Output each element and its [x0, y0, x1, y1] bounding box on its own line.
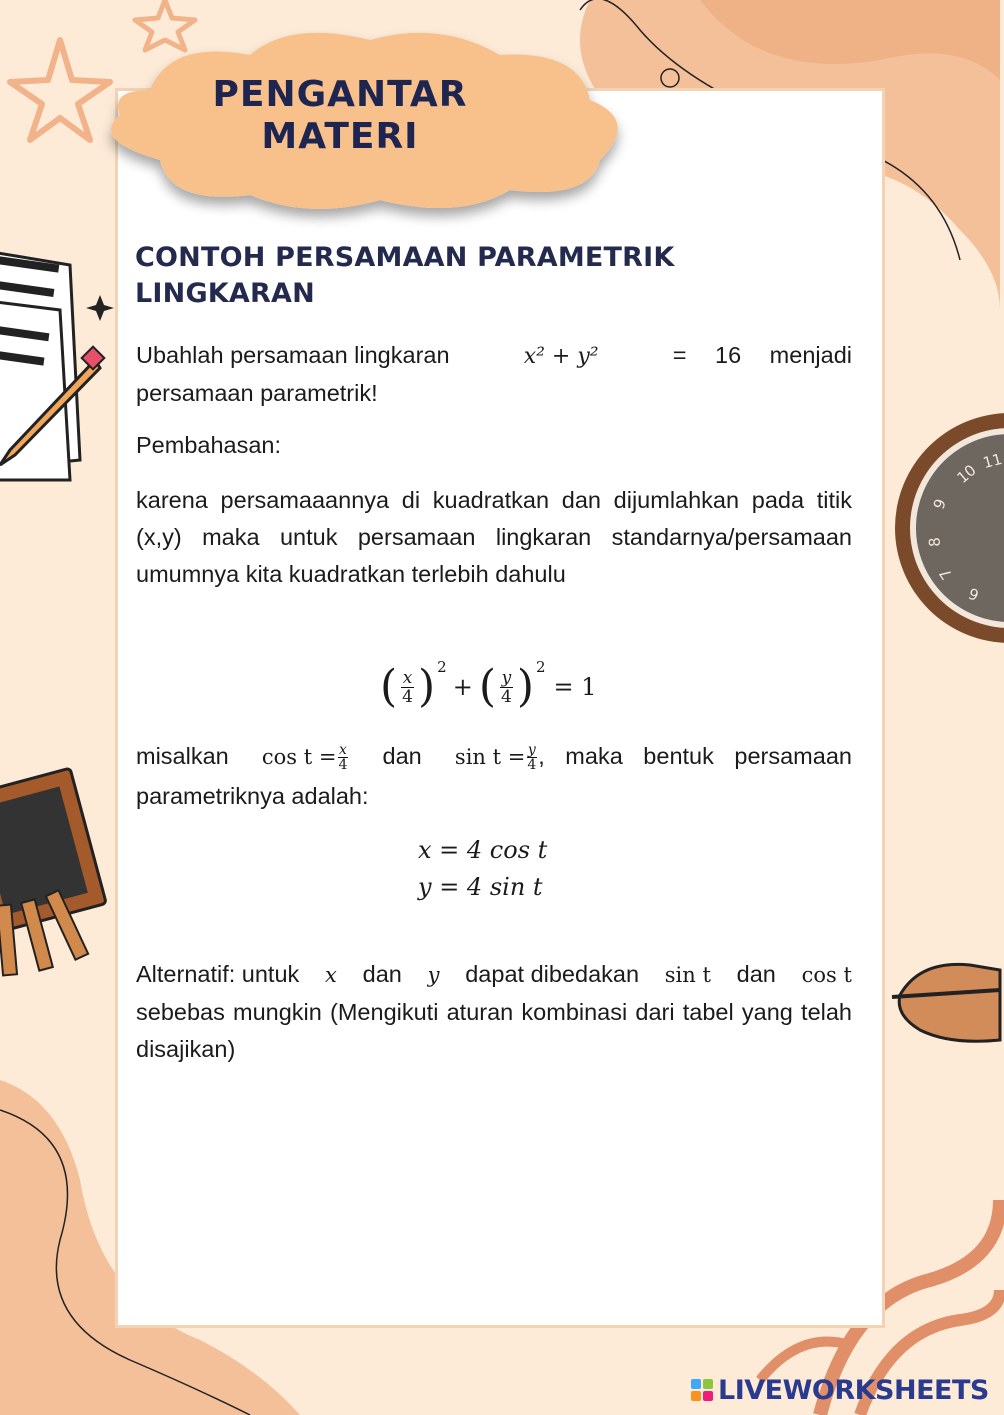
section-heading	[135, 240, 855, 312]
clock-number: 8	[925, 536, 945, 548]
hand-pen-illustration	[892, 964, 1000, 1041]
alternative-line1: Alternatif: untuk x dan y dapat dibedakan sin t dan cos t	[136, 961, 852, 987]
heading-line1: CONTOH PERSAMAAN PARAMETRIK	[135, 242, 675, 273]
parametric-equations	[418, 832, 618, 906]
pembahasan-label: Pembahasan:	[136, 432, 282, 458]
papers-pencil-illustration	[0, 250, 114, 480]
circle-equation: ( $\frac{x}{4}$ ) 2 + ( $\frac{y}{4}$ ) 2 = 1	[380, 658, 597, 712]
clock-number: 11	[980, 449, 1004, 473]
heading-line2: LINGKARAN	[135, 278, 315, 309]
badge-title-line1: PENGANTAR	[212, 74, 468, 115]
watermark-text: LIVEWORKSHEETS	[718, 1374, 989, 1406]
liveworksheets-logo-icon	[690, 1378, 714, 1402]
substitution-line1: misalkan cos t = $\frac{x}{4}$ dan sin t = $\frac{y}{4}$ , maka bentuk persamaan	[136, 742, 852, 774]
alternative-paragraph	[136, 956, 852, 1068]
fraction-x-over-4: $\frac{x}{4}$	[402, 667, 413, 707]
parametric-x: x = 4 cos t	[418, 836, 548, 864]
badge-title-line2: MATERI	[261, 116, 419, 157]
fraction-y-over-4: $\frac{y}{4}$	[501, 667, 512, 707]
liveworksheets-watermark	[690, 1374, 990, 1406]
clock-number: 10	[953, 460, 980, 488]
question-equals: = 16 menjadi	[672, 342, 852, 368]
clock-number: 9	[929, 496, 950, 512]
parametric-y: y = 4 sin t	[418, 873, 543, 901]
fraction-y-over-4-small: $\frac{y}{4}$	[527, 742, 537, 774]
substitution-paragraph	[136, 738, 852, 815]
question-prefix: Ubahlah persamaan lingkaran	[136, 342, 450, 368]
question-line2: persamaan parametrik!	[136, 380, 378, 406]
clock-number: 7	[935, 564, 956, 584]
question-line1	[136, 337, 852, 375]
chalkboard-illustration	[0, 768, 106, 975]
question-formula: x² + y²	[523, 344, 599, 369]
explanation-paragraph: karena persamaaannya di kuadratkan dan dijumlahkan pada titik (x,y) maka untuk persamaan lingkaran standarnya/persamaan umumnya kita kuadratkan terlebih dahulu	[136, 487, 852, 587]
badge-title	[200, 74, 480, 158]
clock-numbers	[925, 449, 1004, 605]
fraction-x-over-4-small: $\frac{x}{4}$	[338, 742, 348, 774]
substitution-line2: parametriknya adalah:	[136, 783, 369, 809]
alternative-rest: sebebas mungkin (Mengikuti aturan kombinasi dari tabel yang telah disajikan)	[136, 999, 852, 1062]
clock-number: 6	[966, 583, 982, 605]
question-paragraph	[136, 337, 852, 412]
